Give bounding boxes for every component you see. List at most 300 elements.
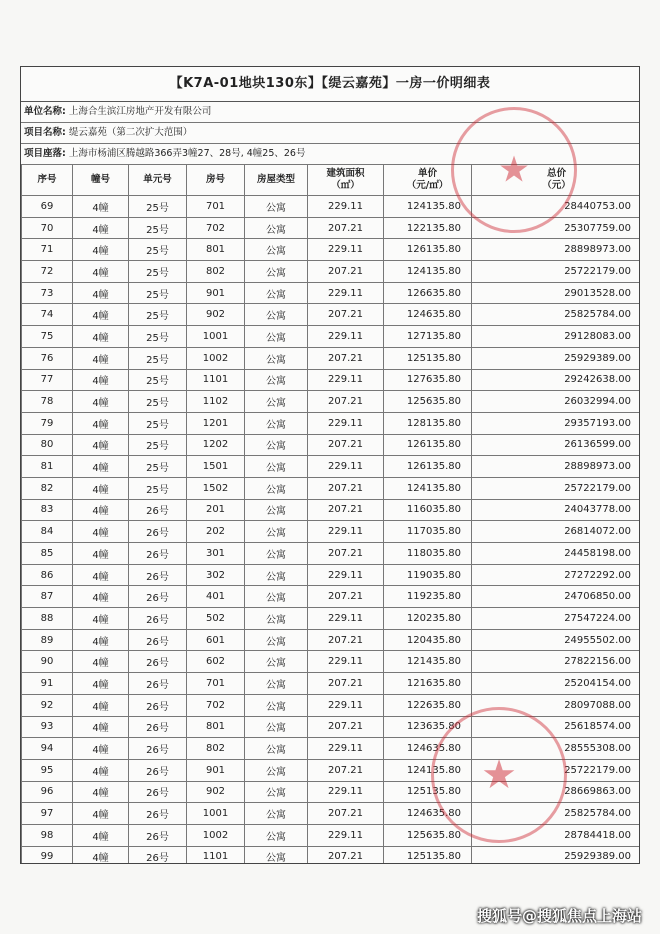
seq-cell: 80 (22, 434, 73, 456)
watermark-text: 搜狐号@搜狐焦点上海站 (476, 907, 642, 925)
table-row (22, 326, 641, 348)
building-cell: 4幢 (73, 759, 129, 781)
table-row (22, 586, 641, 608)
total-cell: 24458198.00 (472, 543, 641, 565)
table-row (22, 282, 641, 304)
area-cell: 207.21 (308, 629, 384, 651)
building-cell: 4幢 (73, 586, 129, 608)
table-row (22, 716, 641, 738)
type-cell: 公寓 (245, 608, 308, 630)
type-cell: 公寓 (245, 629, 308, 651)
price-cell: 119235.80 (384, 586, 472, 608)
seq-cell: 85 (22, 543, 73, 565)
room-cell: 1101 (187, 846, 245, 864)
unit-cell: 26号 (129, 803, 187, 825)
price-cell: 124135.80 (384, 477, 472, 499)
type-cell: 公寓 (245, 586, 308, 608)
room-cell: 201 (187, 499, 245, 521)
seq-cell: 74 (22, 304, 73, 326)
price-cell: 123635.80 (384, 716, 472, 738)
seq-cell: 98 (22, 824, 73, 846)
seq-cell: 83 (22, 499, 73, 521)
building-cell: 4幢 (73, 369, 129, 391)
total-cell: 25825784.00 (472, 304, 641, 326)
total-cell: 24706850.00 (472, 586, 641, 608)
room-cell: 901 (187, 759, 245, 781)
area-cell: 229.11 (308, 412, 384, 434)
seq-cell: 92 (22, 694, 73, 716)
building-cell: 4幢 (73, 347, 129, 369)
type-cell: 公寓 (245, 499, 308, 521)
area-cell: 207.21 (308, 759, 384, 781)
type-cell: 公寓 (245, 716, 308, 738)
building-cell: 4幢 (73, 651, 129, 673)
price-cell: 126135.80 (384, 434, 472, 456)
type-cell: 公寓 (245, 846, 308, 864)
area-cell: 207.21 (308, 543, 384, 565)
type-cell: 公寓 (245, 803, 308, 825)
seq-cell: 91 (22, 673, 73, 695)
unit-cell: 26号 (129, 651, 187, 673)
total-cell: 29242638.00 (472, 369, 641, 391)
room-cell: 701 (187, 196, 245, 218)
seq-cell: 75 (22, 326, 73, 348)
type-cell: 公寓 (245, 759, 308, 781)
unit-cell: 25号 (129, 326, 187, 348)
info-label: 单位名称: (24, 106, 66, 117)
price-cell: 124135.80 (384, 759, 472, 781)
area-cell: 229.11 (308, 196, 384, 218)
area-cell: 207.21 (308, 261, 384, 283)
area-cell: 229.11 (308, 564, 384, 586)
room-cell: 602 (187, 651, 245, 673)
seq-cell: 77 (22, 369, 73, 391)
room-cell: 801 (187, 716, 245, 738)
total-cell: 25618574.00 (472, 716, 641, 738)
room-cell: 1201 (187, 412, 245, 434)
price-cell: 118035.80 (384, 543, 472, 565)
building-cell: 4幢 (73, 412, 129, 434)
room-cell: 601 (187, 629, 245, 651)
building-cell: 4幢 (73, 477, 129, 499)
info-project (21, 123, 639, 144)
seq-cell: 88 (22, 608, 73, 630)
building-cell: 4幢 (73, 217, 129, 239)
unit-cell: 26号 (129, 586, 187, 608)
building-cell: 4幢 (73, 608, 129, 630)
info-location (21, 144, 639, 164)
total-cell: 29357193.00 (472, 412, 641, 434)
room-cell: 901 (187, 282, 245, 304)
price-cell: 124635.80 (384, 738, 472, 760)
total-cell: 28555308.00 (472, 738, 641, 760)
unit-cell: 25号 (129, 304, 187, 326)
room-cell: 1501 (187, 456, 245, 478)
total-cell: 28669863.00 (472, 781, 641, 803)
area-cell: 229.11 (308, 239, 384, 261)
type-cell: 公寓 (245, 673, 308, 695)
unit-cell: 26号 (129, 824, 187, 846)
building-cell: 4幢 (73, 673, 129, 695)
table-row (22, 391, 641, 413)
price-cell: 119035.80 (384, 564, 472, 586)
price-cell: 121435.80 (384, 651, 472, 673)
column-header: 总价 （元） (472, 165, 641, 196)
column-header: 单元号 (129, 165, 187, 196)
table-row (22, 499, 641, 521)
table-row (22, 456, 641, 478)
room-cell: 902 (187, 304, 245, 326)
area-cell: 207.21 (308, 586, 384, 608)
area-cell: 229.11 (308, 326, 384, 348)
price-cell: 125135.80 (384, 781, 472, 803)
unit-cell: 26号 (129, 738, 187, 760)
building-cell: 4幢 (73, 261, 129, 283)
room-cell: 302 (187, 564, 245, 586)
table-row (22, 651, 641, 673)
seq-cell: 71 (22, 239, 73, 261)
area-cell: 229.11 (308, 824, 384, 846)
price-cell: 125635.80 (384, 824, 472, 846)
unit-cell: 26号 (129, 608, 187, 630)
room-cell: 502 (187, 608, 245, 630)
table-row (22, 781, 641, 803)
type-cell: 公寓 (245, 781, 308, 803)
price-cell: 126135.80 (384, 456, 472, 478)
table-row (22, 477, 641, 499)
price-cell: 122135.80 (384, 217, 472, 239)
building-cell: 4幢 (73, 456, 129, 478)
document-title: 【K7A-01地块130东】【缇云嘉苑】一房一价明细表 (21, 67, 639, 102)
type-cell: 公寓 (245, 304, 308, 326)
unit-cell: 26号 (129, 543, 187, 565)
area-cell: 207.21 (308, 846, 384, 864)
price-cell: 124635.80 (384, 803, 472, 825)
price-table (21, 164, 640, 864)
building-cell: 4幢 (73, 629, 129, 651)
building-cell: 4幢 (73, 326, 129, 348)
price-cell: 126135.80 (384, 239, 472, 261)
table-row (22, 369, 641, 391)
seq-cell: 84 (22, 521, 73, 543)
seq-cell: 81 (22, 456, 73, 478)
column-header: 房屋类型 (245, 165, 308, 196)
seq-cell: 69 (22, 196, 73, 218)
price-cell: 125635.80 (384, 391, 472, 413)
unit-cell: 25号 (129, 412, 187, 434)
unit-cell: 26号 (129, 846, 187, 864)
type-cell: 公寓 (245, 391, 308, 413)
total-cell: 25825784.00 (472, 803, 641, 825)
building-cell: 4幢 (73, 239, 129, 261)
type-cell: 公寓 (245, 651, 308, 673)
unit-cell: 26号 (129, 673, 187, 695)
table-row (22, 434, 641, 456)
unit-cell: 25号 (129, 369, 187, 391)
column-header: 幢号 (73, 165, 129, 196)
table-row (22, 347, 641, 369)
area-cell: 207.21 (308, 716, 384, 738)
type-cell: 公寓 (245, 369, 308, 391)
table-row (22, 261, 641, 283)
building-cell: 4幢 (73, 564, 129, 586)
type-cell: 公寓 (245, 261, 308, 283)
price-cell: 128135.80 (384, 412, 472, 434)
room-cell: 1202 (187, 434, 245, 456)
building-cell: 4幢 (73, 803, 129, 825)
total-cell: 25722179.00 (472, 261, 641, 283)
area-cell: 229.11 (308, 694, 384, 716)
seq-cell: 72 (22, 261, 73, 283)
room-cell: 701 (187, 673, 245, 695)
unit-cell: 26号 (129, 629, 187, 651)
price-cell: 122635.80 (384, 694, 472, 716)
price-cell: 127635.80 (384, 369, 472, 391)
total-cell: 25722179.00 (472, 759, 641, 781)
table-row (22, 304, 641, 326)
price-cell: 120435.80 (384, 629, 472, 651)
unit-cell: 26号 (129, 716, 187, 738)
table-row (22, 846, 641, 864)
unit-cell: 26号 (129, 521, 187, 543)
price-cell: 127135.80 (384, 326, 472, 348)
area-cell: 229.11 (308, 456, 384, 478)
building-cell: 4幢 (73, 781, 129, 803)
area-cell: 229.11 (308, 282, 384, 304)
price-cell: 125135.80 (384, 347, 472, 369)
seq-cell: 86 (22, 564, 73, 586)
building-cell: 4幢 (73, 543, 129, 565)
type-cell: 公寓 (245, 543, 308, 565)
room-cell: 802 (187, 738, 245, 760)
seq-cell: 73 (22, 282, 73, 304)
price-cell: 121635.80 (384, 673, 472, 695)
area-cell: 229.11 (308, 521, 384, 543)
total-cell: 29013528.00 (472, 282, 641, 304)
type-cell: 公寓 (245, 521, 308, 543)
total-cell: 26136599.00 (472, 434, 641, 456)
building-cell: 4幢 (73, 282, 129, 304)
building-cell: 4幢 (73, 824, 129, 846)
room-cell: 1502 (187, 477, 245, 499)
room-cell: 1101 (187, 369, 245, 391)
unit-cell: 26号 (129, 499, 187, 521)
area-cell: 229.11 (308, 781, 384, 803)
seq-cell: 78 (22, 391, 73, 413)
info-label: 项目名称: (24, 127, 66, 138)
building-cell: 4幢 (73, 521, 129, 543)
price-cell: 117035.80 (384, 521, 472, 543)
table-row (22, 608, 641, 630)
unit-cell: 25号 (129, 196, 187, 218)
room-cell: 401 (187, 586, 245, 608)
total-cell: 25929389.00 (472, 846, 641, 864)
total-cell: 24043778.00 (472, 499, 641, 521)
area-cell: 207.21 (308, 477, 384, 499)
table-row (22, 239, 641, 261)
info-label: 项目座落: (24, 148, 66, 159)
seq-cell: 87 (22, 586, 73, 608)
total-cell: 26814072.00 (472, 521, 641, 543)
table-row (22, 564, 641, 586)
table-row (22, 217, 641, 239)
unit-cell: 25号 (129, 261, 187, 283)
type-cell: 公寓 (245, 738, 308, 760)
area-cell: 229.11 (308, 651, 384, 673)
building-cell: 4幢 (73, 304, 129, 326)
type-cell: 公寓 (245, 239, 308, 261)
table-row (22, 673, 641, 695)
unit-cell: 26号 (129, 694, 187, 716)
total-cell: 27822156.00 (472, 651, 641, 673)
unit-cell: 26号 (129, 564, 187, 586)
area-cell: 229.11 (308, 369, 384, 391)
seq-cell: 93 (22, 716, 73, 738)
price-cell: 120235.80 (384, 608, 472, 630)
area-cell: 229.11 (308, 738, 384, 760)
room-cell: 1102 (187, 391, 245, 413)
type-cell: 公寓 (245, 196, 308, 218)
total-cell: 28440753.00 (472, 196, 641, 218)
unit-cell: 25号 (129, 456, 187, 478)
unit-cell: 25号 (129, 434, 187, 456)
seal-star-icon: ★ (481, 752, 517, 798)
type-cell: 公寓 (245, 282, 308, 304)
type-cell: 公寓 (245, 477, 308, 499)
price-cell: 116035.80 (384, 499, 472, 521)
total-cell: 26032994.00 (472, 391, 641, 413)
building-cell: 4幢 (73, 738, 129, 760)
type-cell: 公寓 (245, 217, 308, 239)
room-cell: 202 (187, 521, 245, 543)
room-cell: 1002 (187, 824, 245, 846)
total-cell: 28898973.00 (472, 456, 641, 478)
seq-cell: 70 (22, 217, 73, 239)
price-cell: 125135.80 (384, 846, 472, 864)
seq-cell: 95 (22, 759, 73, 781)
area-cell: 207.21 (308, 391, 384, 413)
total-cell: 28784418.00 (472, 824, 641, 846)
seq-cell: 79 (22, 412, 73, 434)
area-cell: 207.21 (308, 673, 384, 695)
unit-cell: 25号 (129, 347, 187, 369)
total-cell: 27547224.00 (472, 608, 641, 630)
column-header: 房号 (187, 165, 245, 196)
info-value: 上海市杨浦区腾越路366弄3幢27、28号, 4幢25、26号 (68, 148, 306, 159)
table-row (22, 196, 641, 218)
type-cell: 公寓 (245, 347, 308, 369)
price-cell: 124135.80 (384, 196, 472, 218)
info-company (21, 102, 639, 123)
column-header: 建筑面积 （㎡） (308, 165, 384, 196)
building-cell: 4幢 (73, 499, 129, 521)
area-cell: 207.21 (308, 499, 384, 521)
unit-cell: 25号 (129, 239, 187, 261)
total-cell: 24955502.00 (472, 629, 641, 651)
type-cell: 公寓 (245, 694, 308, 716)
total-cell: 25204154.00 (472, 673, 641, 695)
area-cell: 229.11 (308, 608, 384, 630)
seq-cell: 96 (22, 781, 73, 803)
room-cell: 1001 (187, 803, 245, 825)
room-cell: 802 (187, 261, 245, 283)
type-cell: 公寓 (245, 456, 308, 478)
seq-cell: 82 (22, 477, 73, 499)
table-row (22, 738, 641, 760)
column-header: 序号 (22, 165, 73, 196)
seq-cell: 76 (22, 347, 73, 369)
area-cell: 207.21 (308, 434, 384, 456)
price-cell: 126635.80 (384, 282, 472, 304)
table-row (22, 412, 641, 434)
table-row (22, 824, 641, 846)
unit-cell: 26号 (129, 781, 187, 803)
type-cell: 公寓 (245, 412, 308, 434)
room-cell: 702 (187, 694, 245, 716)
table-row (22, 694, 641, 716)
seq-cell: 97 (22, 803, 73, 825)
room-cell: 1001 (187, 326, 245, 348)
column-header: 单价 （元/㎡） (384, 165, 472, 196)
area-cell: 207.21 (308, 803, 384, 825)
total-cell: 28898973.00 (472, 239, 641, 261)
building-cell: 4幢 (73, 694, 129, 716)
table-row (22, 803, 641, 825)
seq-cell: 90 (22, 651, 73, 673)
area-cell: 207.21 (308, 217, 384, 239)
table-row (22, 543, 641, 565)
total-cell: 29128083.00 (472, 326, 641, 348)
building-cell: 4幢 (73, 391, 129, 413)
price-cell: 124635.80 (384, 304, 472, 326)
building-cell: 4幢 (73, 846, 129, 864)
building-cell: 4幢 (73, 716, 129, 738)
seq-cell: 89 (22, 629, 73, 651)
table-row (22, 629, 641, 651)
table-header-row (22, 165, 641, 196)
room-cell: 801 (187, 239, 245, 261)
unit-cell: 25号 (129, 391, 187, 413)
info-value: 上海合生滨江房地产开发有限公司 (68, 106, 212, 117)
price-cell: 124135.80 (384, 261, 472, 283)
room-cell: 301 (187, 543, 245, 565)
total-cell: 25722179.00 (472, 477, 641, 499)
total-cell: 25929389.00 (472, 347, 641, 369)
info-value: 缇云嘉苑（第二次扩大范围） (68, 127, 193, 138)
seq-cell: 99 (22, 846, 73, 864)
unit-cell: 25号 (129, 477, 187, 499)
seq-cell: 94 (22, 738, 73, 760)
room-cell: 902 (187, 781, 245, 803)
type-cell: 公寓 (245, 564, 308, 586)
area-cell: 207.21 (308, 304, 384, 326)
building-cell: 4幢 (73, 196, 129, 218)
room-cell: 702 (187, 217, 245, 239)
table-row (22, 521, 641, 543)
total-cell: 28097088.00 (472, 694, 641, 716)
price-list-sheet (20, 66, 640, 864)
unit-cell: 25号 (129, 217, 187, 239)
type-cell: 公寓 (245, 326, 308, 348)
seal-star-icon: ★ (497, 149, 531, 191)
building-cell: 4幢 (73, 434, 129, 456)
total-cell: 25307759.00 (472, 217, 641, 239)
room-cell: 1002 (187, 347, 245, 369)
unit-cell: 26号 (129, 759, 187, 781)
area-cell: 207.21 (308, 347, 384, 369)
type-cell: 公寓 (245, 824, 308, 846)
table-row (22, 759, 641, 781)
